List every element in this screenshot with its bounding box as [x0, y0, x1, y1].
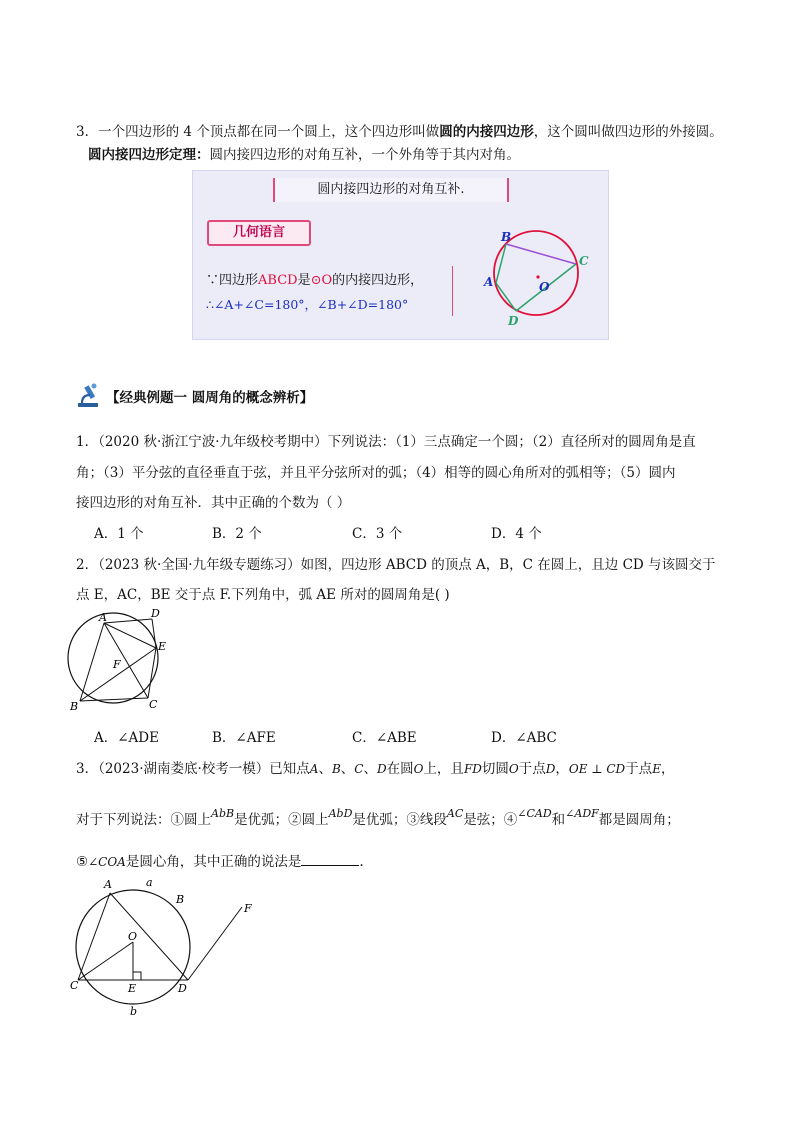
theorem-label: 圆内接四边形定理：	[88, 147, 210, 163]
label-c: C	[579, 254, 589, 268]
q2-line1: 2．（2023 秋·全国·九年级专题练习）如图，四边形 ABCD 的顶点 A，B，C 在圆上，且边 CD 与该圆交于	[76, 557, 716, 573]
q1-line1: 1．（2020 秋·浙江宁波·九年级校考期中）下列说法：（1）三点确定一个圆；（2）直径所对的圆周角是直	[76, 434, 696, 450]
q3-diagram	[70, 872, 260, 1022]
q3-label-o: O	[128, 930, 138, 943]
q3-label-a: A	[104, 878, 112, 891]
panel-title: 圆内接四边形的对角互补.	[273, 178, 509, 202]
q3-label-b: B	[176, 893, 185, 906]
q2-option-b: B．∠AFE	[212, 730, 276, 746]
q2-diagram	[66, 606, 176, 716]
label-d: D	[508, 314, 519, 328]
q2-label-e: E	[158, 640, 167, 653]
label-a: A	[484, 275, 494, 289]
panel-given: ∵四边形ABCD是⊙O的内接四边形，	[206, 273, 424, 288]
label-o: O	[539, 280, 550, 294]
section-title: 【经典例题一 圆周角的概念辨析】	[106, 390, 314, 406]
q2-option-a: A．∠ADE	[94, 730, 159, 746]
item3-line1	[76, 120, 723, 140]
theorem-text: 圆内接四边形的对角互补，一个外角等于其内对角。	[209, 147, 520, 163]
q3-label-f: F	[244, 902, 252, 915]
q1-option-a: A．1 个	[94, 526, 144, 542]
q2-label-c: C	[149, 698, 158, 711]
q1-option-d: D．4 个	[491, 526, 542, 542]
q1-option-c: C．3 个	[352, 526, 403, 542]
q3-label-arc-a: a	[146, 876, 153, 889]
q2-option-c: C．∠ABE	[352, 730, 417, 746]
theorem-figure	[192, 170, 609, 340]
q3-label-arc-b: b	[130, 1005, 138, 1018]
q2-option-d: D．∠ABC	[491, 730, 557, 746]
q3-label-e: E	[128, 982, 137, 995]
q3-line3: ⑤∠COA是圆心角，其中正确的说法是 .	[76, 854, 364, 870]
q2-label-a: A	[99, 611, 107, 624]
cyclic-quad-diagram	[478, 221, 598, 336]
q1-option-b: B．2 个	[212, 526, 262, 542]
side-ad	[496, 283, 516, 311]
item3-bold-term: 圆的内接四边形	[439, 124, 534, 140]
item3-line2	[88, 143, 520, 163]
label-b: B	[501, 230, 512, 244]
answer-blank[interactable]	[301, 853, 359, 866]
q3-label-c: C	[70, 979, 79, 992]
q2-label-b: B	[70, 700, 79, 713]
q1-line3: 接四边形的对角互补．其中正确的个数为（ ）	[76, 495, 351, 511]
q3-line1: 3．（2023·湖南娄底·校考一模）已知点A、B、C、D在圆O上，且FD切圆O于点D，OE ⊥ CD于点E，	[76, 761, 675, 777]
q1-line2: 角；（3）平分弦的直径垂直于弦，并且平分弦所对的弧；（4）相等的圆心角所对的弧相等；（5）圆内	[76, 465, 676, 481]
q3-line2: 对于下列说法：①圆上$^{AbB}$是优弧；②圆上$^{AbD}$是优弧；③线段$^{AC}$是弦；④$^{\angle CAD}$和$^{\angle ADF}$都是圆周角；	[76, 807, 680, 828]
q3-label-d: D	[178, 982, 187, 995]
geometry-language-tag: 几何语言	[207, 220, 311, 246]
panel-conclusion: ∴∠A+∠C=180°，∠B+∠D=180°	[206, 297, 409, 312]
item3-text-end: ，这个圆叫做四边形的外接圆。	[533, 124, 723, 140]
q2-line2: 点 E，AC，BE 交于点 F.下列角中，弧 AE 所对的圆周角是( )	[76, 587, 450, 603]
microscope-icon	[76, 381, 104, 409]
center-dot	[536, 275, 539, 278]
side-bc	[506, 244, 576, 264]
item-number: 3．	[76, 124, 99, 140]
q2-label-f: F	[113, 658, 121, 671]
q2-label-d: D	[151, 607, 160, 620]
item3-text: 一个四边形的 4 个顶点都在同一个圆上，这个四边形叫做	[98, 124, 440, 140]
panel-divider	[452, 266, 453, 316]
